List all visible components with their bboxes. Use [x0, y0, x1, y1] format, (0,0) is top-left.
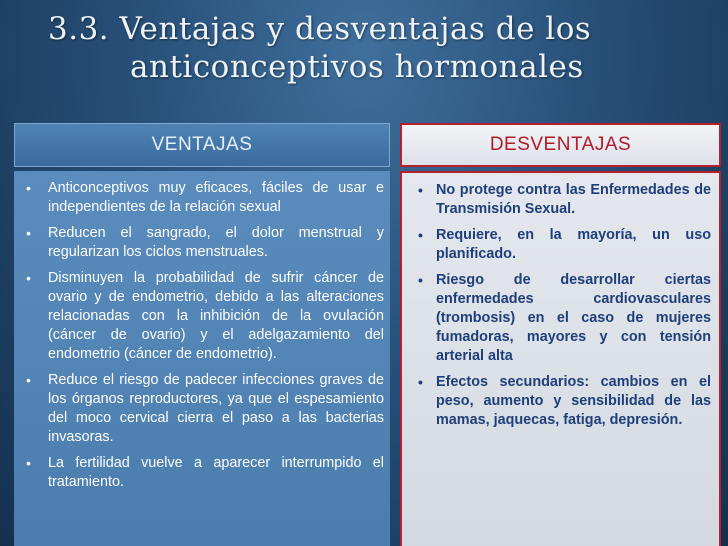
desventajas-column: [400, 123, 721, 546]
ventajas-item: [14, 269, 384, 364]
ventajas-item: [14, 371, 384, 447]
ventajas-column: [14, 123, 390, 546]
bullet-icon: •: [418, 272, 423, 288]
desventajas-list: [402, 181, 711, 430]
ventajas-list: [14, 179, 384, 492]
desventajas-item-text: Requiere, en la mayoría, un uso planificado.: [436, 227, 711, 262]
desventajas-panel: [400, 171, 721, 546]
desventajas-item: [402, 271, 711, 366]
slide-title-line-2: anticonceptivos hormonales: [130, 49, 584, 85]
slide-title-line-1: 3.3. Ventajas y desventajas de los: [48, 11, 592, 47]
slide-title: [48, 10, 708, 86]
desventajas-item: [402, 226, 711, 264]
ventajas-panel: [14, 171, 390, 546]
desventajas-item-text: No protege contra las Enfermedades de Transmisión Sexual.: [436, 182, 711, 217]
ventajas-item-text: La fertilidad vuelve a aparecer interrumpido el tratamiento.: [48, 455, 384, 490]
bullet-icon: •: [26, 225, 31, 241]
bullet-icon: •: [26, 270, 31, 286]
bullet-icon: •: [26, 455, 31, 471]
ventajas-item-text: Disminuyen la probabilidad de sufrir cáncer de ovario y de endometrio, debido a las alteraciones relacionadas con la inhibición de la ovulación (cáncer de ovario) y el adelgazamiento del endometrio (cáncer de endometrio).: [48, 270, 384, 362]
ventajas-item: [14, 179, 384, 217]
ventajas-header: VENTAJAS: [14, 123, 390, 167]
desventajas-item-text: Riesgo de desarrollar ciertas enfermedades cardiovasculares (trombosis) en el caso de mujeres fumadoras, mayores y con tensión arterial alta: [436, 272, 711, 364]
bullet-icon: •: [418, 374, 423, 390]
ventajas-item: [14, 224, 384, 262]
desventajas-item: [402, 181, 711, 219]
desventajas-header: DESVENTAJAS: [400, 123, 721, 167]
bullet-icon: •: [26, 180, 31, 196]
bullet-icon: •: [418, 182, 423, 198]
desventajas-item: [402, 373, 711, 430]
ventajas-item-text: Reducen el sangrado, el dolor menstrual y regularizan los ciclos menstruales.: [48, 225, 384, 260]
desventajas-item-text: Efectos secundarios: cambios en el peso, aumento y sensibilidad de las mamas, jaquecas, fatiga, depresión.: [436, 374, 711, 428]
bullet-icon: •: [418, 227, 423, 243]
ventajas-item-text: Reduce el riesgo de padecer infecciones graves de los órganos reproductores, ya que el espesamiento del moco cervical cierra el paso a las bacterias invasoras.: [48, 372, 384, 445]
bullet-icon: •: [26, 372, 31, 388]
ventajas-item: [14, 454, 384, 492]
ventajas-item-text: Anticonceptivos muy eficaces, fáciles de usar e independientes de la relación sexual: [48, 180, 384, 215]
